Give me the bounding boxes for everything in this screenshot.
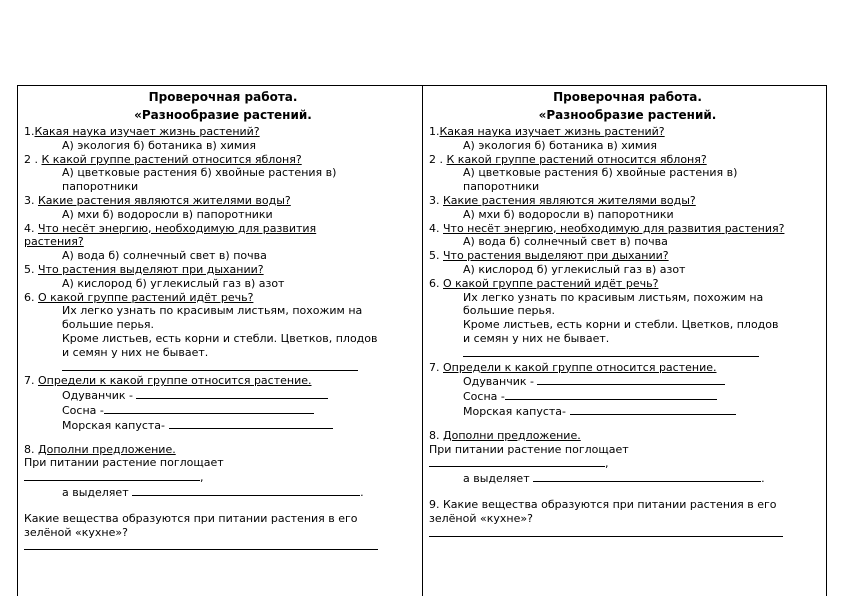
question-4-options: А) вода б) солнечный свет в) почва	[62, 249, 267, 263]
question-6-text-line: Кроме листьев, есть корни и стебли. Цветков, плодов	[62, 331, 378, 345]
question-5-options: А) кислород б) углекислый газ в) азот	[463, 262, 686, 276]
question-6-text-line: Кроме листьев, есть корни и стебли. Цветков, плодов	[463, 318, 779, 332]
question-6-text-line: и семян у них не бывает.	[62, 345, 209, 359]
question-6-answer-line[interactable]	[24, 360, 422, 375]
question-1: 1.Какая наука изучает жизнь растений?	[24, 125, 260, 138]
question-7: 7. Определи к какой группе относится растение.	[24, 374, 312, 388]
question-2: 2 . К какой группе растений относится яблоня?	[24, 152, 302, 166]
test-subtitle: «Разнообразие растений.	[538, 108, 717, 122]
question-6-text-line: большие перья.	[62, 318, 155, 332]
question-8-answer-2[interactable]: а выделяет .	[463, 472, 765, 486]
question-5: 5. Что растения выделяют при дыхании?	[429, 249, 669, 263]
question-6-text-line: и семян у них не бывает.	[463, 331, 610, 345]
question-1-options: А) экология б) ботаника в) химия	[463, 138, 657, 152]
question-9: Какие вещества образуются при питании растения в его	[24, 511, 358, 525]
question-6-text-line: Их легко узнать по красивым листьям, похожим на	[463, 290, 764, 304]
question-5: 5. Что растения выделяют при дыхании?	[24, 262, 264, 276]
question-2-options-cont: папоротники	[62, 180, 139, 194]
question-8: 8. Дополни предложение.	[429, 428, 581, 442]
question-6-text-line: большие перья.	[463, 304, 556, 318]
test-sheet	[17, 85, 827, 596]
question-7-item[interactable]: Одуванчик -	[429, 374, 826, 389]
question-8-answer-1[interactable]: ,	[429, 456, 826, 471]
question-4-cont: растения?	[24, 235, 84, 249]
question-8-answer-1[interactable]: ,	[24, 470, 422, 485]
question-2-options-cont: папоротники	[463, 180, 540, 194]
question-7-item[interactable]: Одуванчик -	[24, 388, 422, 403]
question-7-item[interactable]: Сосна -	[429, 389, 826, 404]
question-6-text-line: Их легко узнать по красивым листьям, похожим на	[62, 304, 363, 318]
question-2: 2 . К какой группе растений относится яблоня?	[429, 152, 707, 166]
question-9: 9. Какие вещества образуются при питании растения в его	[429, 497, 777, 511]
question-4: 4. Что несёт энергию, необходимую для развития растения?	[429, 221, 785, 235]
question-7-item[interactable]: Морская капуста-	[429, 404, 826, 419]
right-test-copy	[422, 86, 826, 596]
question-3: 3. Какие растения являются жителями воды?	[429, 193, 696, 207]
question-8-line-1: При питании растение поглощает	[429, 442, 629, 456]
question-3-options: А) мхи б) водоросли в) папоротники	[62, 207, 273, 221]
question-1: 1.Какая наука изучает жизнь растений?	[429, 125, 665, 138]
question-1-options: А) экология б) ботаника в) химия	[62, 138, 256, 152]
test-title: Проверочная работа.	[553, 90, 702, 104]
question-6: 6. О какой группе растений идёт речь?	[24, 290, 254, 304]
question-3-options: А) мхи б) водоросли в) папоротники	[463, 207, 674, 221]
question-9-answer-line[interactable]	[24, 539, 422, 554]
question-9-answer-line[interactable]	[429, 526, 826, 541]
question-9-cont: зелёной «кухне»?	[429, 511, 533, 525]
question-7: 7. Определи к какой группе относится растение.	[429, 360, 717, 374]
left-test-copy	[18, 86, 422, 596]
question-5-options: А) кислород б) углекислый газ в) азот	[62, 276, 285, 290]
question-8-answer-2[interactable]: а выделяет .	[62, 485, 364, 499]
question-3: 3. Какие растения являются жителями воды?	[24, 193, 291, 207]
question-2-options: А) цветковые растения б) хвойные растения в)	[463, 166, 738, 180]
question-8: 8. Дополни предложение.	[24, 442, 176, 456]
question-9-cont: зелёной «кухне»?	[24, 525, 128, 539]
question-7-item[interactable]: Морская капуста-	[24, 418, 422, 433]
test-subtitle: «Разнообразие растений.	[134, 108, 312, 122]
question-6: 6. О какой группе растений идёт речь?	[429, 276, 659, 290]
question-7-item[interactable]: Сосна -	[24, 403, 422, 418]
question-8-line-1: При питании растение поглощает	[24, 456, 224, 470]
test-title: Проверочная работа.	[148, 90, 298, 104]
question-4-options: А) вода б) солнечный свет в) почва	[463, 235, 668, 249]
question-6-answer-line[interactable]	[429, 346, 826, 361]
question-4: 4. Что несёт энергию, необходимую для развития	[24, 221, 317, 235]
question-2-options: А) цветковые растения б) хвойные растения в)	[62, 166, 337, 180]
